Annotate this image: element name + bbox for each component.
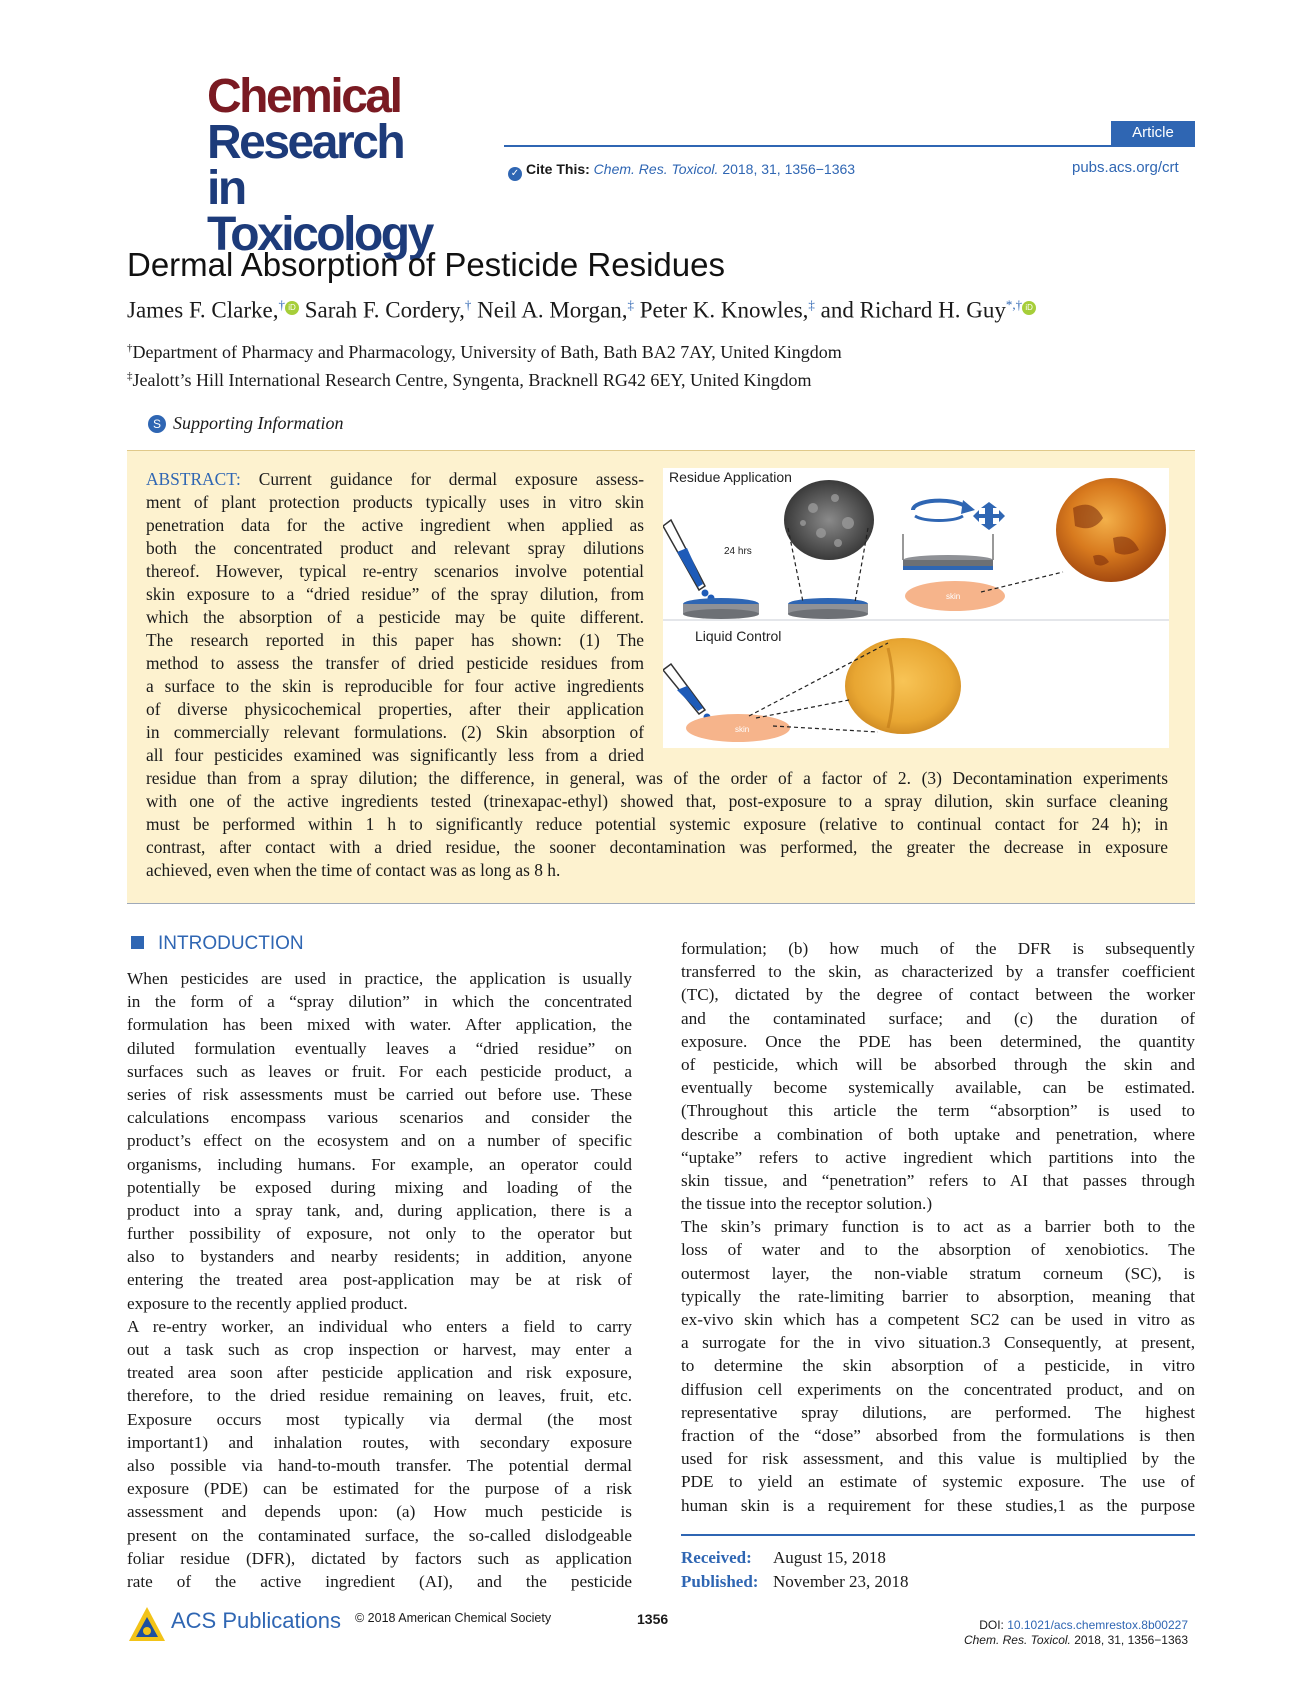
text-line: entering the treated area post-application may be at risk of [127, 1270, 632, 1290]
label-24-hrs: 24 hrs [724, 546, 752, 557]
abstract-line: skin exposure to a “dried residue” of the spray dilution, from [146, 584, 644, 604]
cite-ref[interactable]: 2018, 31, 1356−1363 [722, 161, 856, 177]
text-line: also possible via hand-to-mouth transfer. The potential dermal [127, 1455, 632, 1475]
cite-this[interactable] [508, 161, 855, 181]
dates-rule [681, 1534, 1195, 1536]
supporting-information-link[interactable]: S Supporting Information [148, 413, 344, 434]
abstract-line: ment of plant protection products typically uses in vitro skin [146, 492, 644, 512]
text-line: formulation; (b) how much of the DFR is subsequently [681, 939, 1195, 958]
text-line: to determine the skin absorption of a pesticide, in vitro [681, 1356, 1195, 1376]
author-affiliation-mark: † [464, 297, 472, 312]
abstract-line: which the absorption of a pesticide may be quite different. [146, 607, 644, 627]
rotate-arrows-icon [913, 500, 1005, 530]
supporting-info-icon: S [148, 415, 166, 433]
abstract-line: a surface to the skin is reproducible for four active ingredients [146, 676, 644, 696]
orcid-icon[interactable]: iD [285, 301, 299, 315]
journal-logo [207, 70, 432, 261]
author-affiliation-mark: † [278, 297, 285, 312]
text-line: diffusion cell experiments on the concentrated product, and on [681, 1379, 1195, 1399]
logo-line-2: Research in [207, 116, 404, 215]
author-affiliation-mark: *,† [1005, 297, 1023, 312]
petri-dish-icon [683, 598, 759, 619]
text-line: assessment and depends upon: (a) How much pesticide is [127, 1502, 632, 1522]
text-line: product into a spray tank, and, during application, there is a [127, 1200, 632, 1220]
section-square-icon [131, 936, 144, 949]
acs-logo-icon [127, 1605, 167, 1650]
text-line: the tissue into the receptor solution.) [681, 1194, 933, 1214]
text-line: PDE to yield an estimate of systemic exposure. The use of [681, 1472, 1195, 1492]
text-line: (TC), dictated by the degree of contact between the worker [681, 985, 1195, 1005]
text-line: in the form of a “spray dilution” in which the concentrated [127, 992, 632, 1012]
text-line: When pesticides are used in practice, the application is usually [127, 969, 632, 988]
text-line: loss of water and to the absorption of xenobiotics. The [681, 1240, 1195, 1260]
dish-with-skin-icon [903, 534, 993, 570]
label-residue-application: Residue Application [669, 469, 792, 485]
micrograph-liquid [845, 638, 961, 734]
abstract-line: method to assess the transfer of dried pesticide residues from [146, 653, 644, 673]
abstract-line: contrast, after contact with a dried residue, the sooner decontamination was performed, the greater the decrease in exposure [146, 837, 1168, 857]
author-affiliation-mark: ‡ [808, 297, 815, 312]
cite-journal[interactable]: Chem. Res. Toxicol. [593, 161, 719, 177]
text-line: formulation has been mixed with water. After application, the [127, 1015, 632, 1035]
abstract-line: in commercially relevant formulations. (2) Skin absorption of [146, 722, 644, 742]
text-line: a surrogate for the in vivo situation.3 Consequently, at present, [681, 1333, 1195, 1353]
logo-line-1: Chemical [207, 70, 401, 123]
text-line: exposure (PDE) can be estimated for the purpose of a risk [127, 1479, 632, 1499]
label-liquid-control: Liquid Control [695, 628, 782, 644]
abstract-line: The research reported in this paper has shown: (1) The [146, 630, 644, 650]
text-line: exposure to the recently applied product. [127, 1293, 408, 1313]
abstract-line: both the concentrated product and relevant spray dilutions [146, 538, 644, 558]
toc-graphic [663, 468, 1169, 748]
doi-block: DOI: 10.1021/acs.chemrestox.8b00227 Chem. Res. Toxicol. 2018, 31, 1356−1363 [963, 1618, 1188, 1647]
abstract-line: all four pesticides examined was significantly less from a dried [146, 745, 644, 765]
skin-label-top: skin [946, 592, 961, 601]
petri-dish-dried-icon [788, 598, 868, 619]
text-line: and the contaminated surface; and (c) the duration of [681, 1008, 1195, 1028]
text-line: therefore, to the dried residue remaining on leaves, fruit, etc. [127, 1386, 632, 1406]
text-line: of pesticide, which will be absorbed through the skin and [681, 1054, 1195, 1074]
text-line: out a task such as crop inspection or harvest, may enter a [127, 1340, 632, 1359]
author-affiliation-mark: ‡ [627, 297, 635, 312]
doi-link[interactable]: 10.1021/acs.chemrestox.8b00227 [1007, 1618, 1188, 1632]
sem-micrograph [784, 480, 874, 560]
text-line: outermost layer, the non-viable stratum corneum (SC), is [681, 1263, 1195, 1283]
header-rule [504, 145, 1195, 147]
text-line: typically the rate-limiting barrier to absorption, meaning that [681, 1286, 1195, 1306]
check-icon: ✓ [508, 167, 522, 181]
text-line: skin tissue, and “penetration” refers to AI that passes through [681, 1170, 1195, 1190]
article-type-badge: Article [1111, 121, 1195, 145]
affiliation-2: ‡Jealott’s Hill International Research Centre, Syngenta, Bracknell RG42 6EY, United Kingdom [127, 370, 812, 390]
text-line: foliar residue (DFR), dictated by factors such as application [127, 1548, 632, 1568]
text-line: eventually become systemically available, can be estimated. [681, 1078, 1195, 1098]
text-line: diluted formulation eventually leaves a “dried residue” on [127, 1038, 632, 1058]
text-line: The skin’s primary function is to act as a barrier both to the [681, 1217, 1195, 1237]
page-number: 1356 [637, 1611, 669, 1627]
text-line: important1) and inhalation routes, with secondary exposure [127, 1432, 632, 1452]
abstract-line: penetration data for the active ingredient when applied as [146, 515, 644, 535]
author-name[interactable]: Neil A. Morgan, [477, 297, 628, 323]
column-2 [681, 937, 1195, 1517]
skin-label-bottom: skin [735, 725, 750, 734]
text-line: fraction of the “dose” absorbed from the formulations is then [681, 1425, 1195, 1445]
text-line: used for risk assessment, and this value is multiplied by the [681, 1449, 1195, 1469]
graphic-svg [663, 468, 1169, 748]
cite-label: Cite This: [526, 161, 590, 177]
author-list [127, 297, 1036, 324]
text-line: also to bystanders and nearby residents; in addition, anyone [127, 1247, 632, 1267]
abstract-line: residue than from a spray dilution; the difference, in general, was of the order of a factor of 2. (3) Decontamination experiments [146, 768, 1168, 788]
section-heading-introduction: INTRODUCTION [131, 933, 304, 955]
text-line: organisms, including humans. For example, an operator could [127, 1154, 632, 1174]
journal-url-link[interactable]: pubs.acs.org/crt [1072, 159, 1179, 176]
paper-title: Dermal Absorption of Pesticide Residues [127, 246, 725, 283]
pipette-icon [663, 520, 715, 602]
text-line: ex-vivo skin which has a competent SC2 can be used in vitro as [681, 1310, 1195, 1329]
received-date: Received: August 15, 2018 [681, 1548, 886, 1567]
text-line: potentially be exposed during mixing and loading of the [127, 1177, 632, 1197]
text-line: calculations encompass various scenarios and consider the [127, 1108, 632, 1128]
text-line: human skin is a requirement for these studies,1 as the purpose [681, 1495, 1195, 1515]
abstract-line: must be performed within 1 h to significantly reduce potential systemic exposure (relative to continual contact for 24 h); in [146, 814, 1168, 834]
publisher-name[interactable]: ACS Publications [171, 1608, 341, 1633]
published-date: Published: November 23, 2018 [681, 1572, 909, 1591]
text-line: transferred to the skin, as characterized by a transfer coefficient [681, 962, 1195, 982]
abstract-line: thereof. However, typical re-entry scenarios involve potential [146, 561, 644, 581]
copyright: © 2018 American Chemical Society [355, 1611, 552, 1625]
text-line: surfaces such as leaves or fruit. For each pesticide product, a [127, 1061, 632, 1081]
text-line: describe a combination of both uptake and penetration, where [681, 1124, 1195, 1144]
text-line: A re-entry worker, an individual who enters a field to carry [127, 1316, 632, 1336]
text-line: exposure. Once the PDE has been determined, the quantity [681, 1031, 1195, 1051]
text-line: rate of the active ingredient (AI), and the pesticide [127, 1571, 632, 1591]
orcid-icon[interactable]: iD [1022, 301, 1036, 315]
text-line: series of risk assessments must be carried out before use. These [127, 1084, 632, 1104]
micrograph-dried-residue [1056, 478, 1166, 582]
abstract-line: of diverse physicochemical properties, after their application [146, 699, 644, 719]
abstract-line: achieved, even when the time of contact was as long as 8 h. [146, 860, 561, 880]
logo-line-3: Toxicology [207, 208, 432, 261]
text-line: Exposure occurs most typically via dermal (the most [127, 1409, 632, 1429]
author-name[interactable]: Sarah F. Cordery, [304, 297, 465, 323]
abstract-line: ABSTRACT: Current guidance for dermal exposure assess- [146, 469, 644, 489]
abstract-line: with one of the active ingredients tested (trinexapac-ethyl) showed that, post-exposure to a spray dilution, skin surface cleaning [146, 791, 1168, 811]
column-1 [127, 967, 632, 1593]
author-name[interactable]: Peter K. Knowles, [639, 297, 809, 323]
author-name[interactable]: and Richard H. Guy [820, 297, 1006, 323]
text-line: representative spray dilutions, are performed. The highest [681, 1402, 1195, 1422]
affiliation-1: †Department of Pharmacy and Pharmacology, University of Bath, Bath BA2 7AY, United Kingdom [127, 342, 842, 362]
text-line: (Throughout this article the term “absorption” is used to [681, 1101, 1195, 1121]
text-line: “uptake” refers to active ingredient which partitions into the [681, 1147, 1195, 1167]
text-line: further possibility of exposure, not only to the operator but [127, 1224, 632, 1244]
text-line: present on the contaminated surface, the so-called dislodgeable [127, 1525, 632, 1545]
text-line: treated area soon after pesticide application and risk exposure, [127, 1363, 632, 1383]
text-line: product’s effect on the ecosystem and on a number of specific [127, 1131, 632, 1151]
author-name[interactable]: James F. Clarke, [127, 297, 279, 323]
abstract-label: ABSTRACT: [146, 469, 241, 489]
